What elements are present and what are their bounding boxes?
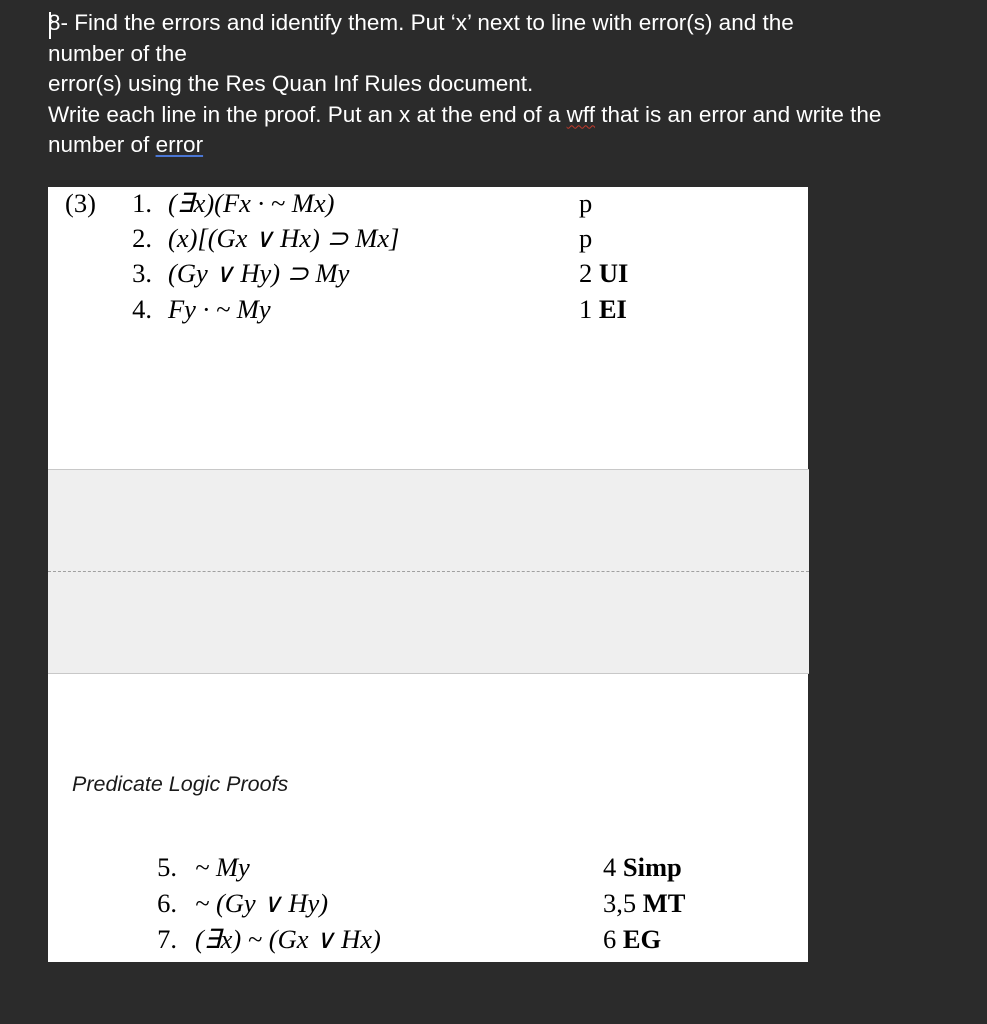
grammar-word-error[interactable]: error <box>155 132 204 157</box>
section-title: Predicate Logic Proofs <box>72 772 289 796</box>
instruction-line-1: 8- Find the errors and identify them. Put ‘x’ next to line with error(s) and the <box>48 10 794 35</box>
line-justification <box>579 188 592 219</box>
justification-lines: 2 <box>579 258 593 288</box>
question-instructions <box>48 8 978 161</box>
line-number: 5. <box>157 852 177 882</box>
instruction-text: Write each line in the proof. Put an x at the end of a <box>48 101 567 127</box>
line-number: 4. <box>132 294 152 324</box>
instruction-line-3: error(s) using the Res Quan Inf Rules document. <box>48 71 534 96</box>
justification-rule: MT <box>642 888 686 918</box>
line-justification <box>579 223 592 254</box>
justification-rule: EG <box>622 924 662 954</box>
page-break-band <box>48 469 809 674</box>
instruction-text: that is an error and write the <box>595 101 882 127</box>
instruction-text: number of <box>48 132 156 157</box>
instruction-line-2: number of the <box>48 40 187 66</box>
justification-lines: 3,5 <box>603 888 637 918</box>
line-wff: (∃x) ~ (Gx ∨ Hx) <box>195 924 381 954</box>
justification-rule: UI <box>598 258 629 288</box>
line-justification <box>579 258 628 289</box>
line-wff: ~ (Gy ∨ Hy) <box>195 888 329 918</box>
instruction-line-4 <box>48 100 978 131</box>
line-justification <box>603 924 661 955</box>
justification-lines: 1 <box>579 294 593 324</box>
line-number: 7. <box>157 924 177 954</box>
justification-rule: p <box>579 188 593 218</box>
line-wff: (Gy ∨ Hy) ⊃ My <box>168 258 350 288</box>
problem-number: (3) <box>65 188 96 218</box>
justification-lines: 4 <box>603 852 617 882</box>
line-number: 1. <box>132 188 152 218</box>
line-number: 3. <box>132 258 152 288</box>
line-number: 6. <box>157 888 177 918</box>
line-wff: (∃x)(Fx · ~ Mx) <box>168 188 335 218</box>
line-wff: Fy · ~ My <box>168 294 271 324</box>
instruction-line-5 <box>48 130 978 161</box>
line-justification <box>603 888 685 919</box>
line-wff: (x)[(Gx ∨ Hx) ⊃ Mx] <box>168 223 400 253</box>
proof-image <box>48 187 808 962</box>
line-justification <box>579 294 627 325</box>
line-number: 2. <box>132 223 152 253</box>
justification-rule: EI <box>598 294 627 324</box>
line-wff: ~ My <box>195 852 250 882</box>
justification-rule: Simp <box>622 852 682 882</box>
justification-lines: 6 <box>603 924 617 954</box>
spellcheck-word-wff[interactable]: wff <box>566 101 596 127</box>
page-break-divider <box>48 571 809 572</box>
line-justification <box>603 852 682 883</box>
justification-rule: p <box>579 223 593 253</box>
